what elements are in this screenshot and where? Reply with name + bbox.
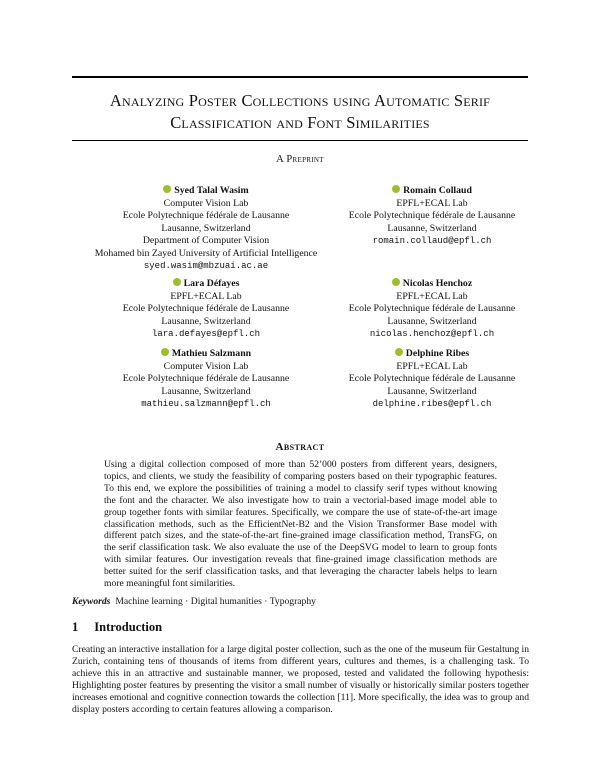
author-block: [282, 278, 582, 341]
author-affiliation: EPFL+ECAL Lab: [396, 197, 468, 209]
section-title: Introduction: [94, 620, 163, 634]
author-affiliation: Ecole Polytechnique fédérale de Lausanne: [122, 303, 290, 314]
title-top-rule: [72, 76, 528, 78]
section-body-text: Creating an interactive installation for a large digital poster collection, such as the one of the museum für Gestaltung in Zurich, containing tens of thousands of items from different years, cultures and themes, is a challenging task. To achieve this in an attractive and sustainable manner, we proposed, tested and validated the following hypothesis: Highlighting poster features by presenting the visitor a small number of visually or historically similar posters together increases emotional and cognitive connection towards the collection [11]. More specifically, the idea was to group and display posters according to certain features allowing a comparison.: [72, 644, 529, 715]
author-affiliation: Ecole Polytechnique fédérale de Lausanne: [122, 210, 290, 221]
orcid-icon[interactable]: [395, 348, 403, 356]
author-affiliation: Lausanne, Switzerland: [161, 222, 251, 234]
author-email[interactable]: syed.wasim@mbzuai.ac.ae: [143, 261, 269, 271]
author-affiliation: Lausanne, Switzerland: [161, 385, 251, 397]
author-name: Romain Collaud: [282, 185, 582, 198]
keywords-line: [72, 596, 316, 607]
author-affiliation: EPFL+ECAL Lab: [170, 290, 242, 302]
author-email[interactable]: mathieu.salzmann@epfl.ch: [141, 399, 271, 409]
keywords-list: Machine learning · Digital humanities · Typography: [115, 596, 316, 607]
author-email[interactable]: nicolas.henchoz@epfl.ch: [369, 329, 495, 339]
author-affiliation: Lausanne, Switzerland: [387, 222, 477, 234]
preprint-label: A Preprint: [276, 154, 324, 165]
section-number: 1: [72, 620, 79, 634]
author-affiliation: Lausanne, Switzerland: [161, 315, 251, 327]
author-email[interactable]: lara.defayes@epfl.ch: [151, 329, 261, 339]
orcid-icon[interactable]: [392, 185, 400, 193]
author-affiliation: Ecole Polytechnique fédérale de Lausanne: [348, 210, 516, 221]
author-name: Lara Défayes: [56, 278, 356, 291]
author-affiliation: Department of Computer Vision: [142, 235, 270, 246]
author-affiliation: Ecole Polytechnique fédérale de Lausanne: [348, 303, 516, 314]
paper-title: Analyzing Poster Collections using Automatic Serif Classification and Font Similarities: [109, 91, 491, 132]
keywords-label: Keywords: [72, 596, 111, 607]
author-block: [282, 185, 582, 248]
title-bottom-rule: [72, 140, 528, 141]
author-email[interactable]: romain.collaud@epfl.ch: [372, 236, 492, 246]
author-affiliation: Mohamed bin Zayed University of Artificial Intelligence: [94, 247, 318, 259]
author-affiliation: Ecole Polytechnique fédérale de Lausanne: [122, 373, 290, 384]
author-affiliation: Ecole Polytechnique fédérale de Lausanne: [348, 373, 516, 384]
orcid-icon[interactable]: [161, 348, 169, 356]
orcid-icon[interactable]: [163, 185, 171, 193]
author-affiliation: Computer Vision Lab: [163, 197, 249, 209]
author-affiliation: Computer Vision Lab: [163, 360, 249, 372]
author-name: Syed Talal Wasim: [56, 185, 356, 198]
author-affiliation: EPFL+ECAL Lab: [396, 360, 468, 372]
author-block: [282, 348, 582, 411]
orcid-icon[interactable]: [392, 278, 400, 286]
author-affiliation: Lausanne, Switzerland: [387, 385, 477, 397]
orcid-icon[interactable]: [173, 278, 181, 286]
author-affiliation: EPFL+ECAL Lab: [396, 290, 468, 302]
author-name: Mathieu Salzmann: [56, 348, 356, 361]
abstract-text: Using a digital collection composed of more than 52’000 posters from different years, designers, topics, and clients, we study the feasibility of comparing posters based on their typographic features. To this end, we explore the possibilities of training a model to classify serif types without knowing the font and the character. We also investigate how to train a vectorial-based image model able to group together fonts with similar features. Specifically, we compare the use of state-of-the-art image classification methods, such as the EfficientNet-B2 and the Vision Transformer Base model with different patch sizes, and the state-of-the-art fine-grained image classification method, TransFG, on the serif classification task. We also evaluate the use of the DeepSVG model to learn to group fonts with similar features. Our investigation reveals that fine-grained image classification methods are better suited for the serif classification tasks, and that leveraging the character labels helps to learn more meaningful font similarities.: [104, 459, 497, 590]
author-affiliation: Lausanne, Switzerland: [387, 315, 477, 327]
abstract-heading: Abstract: [275, 441, 325, 453]
section-heading: [72, 620, 162, 635]
author-name: Nicolas Henchoz: [282, 278, 582, 291]
author-email[interactable]: delphine.ribes@epfl.ch: [372, 399, 492, 409]
author-name: Delphine Ribes: [282, 348, 582, 361]
